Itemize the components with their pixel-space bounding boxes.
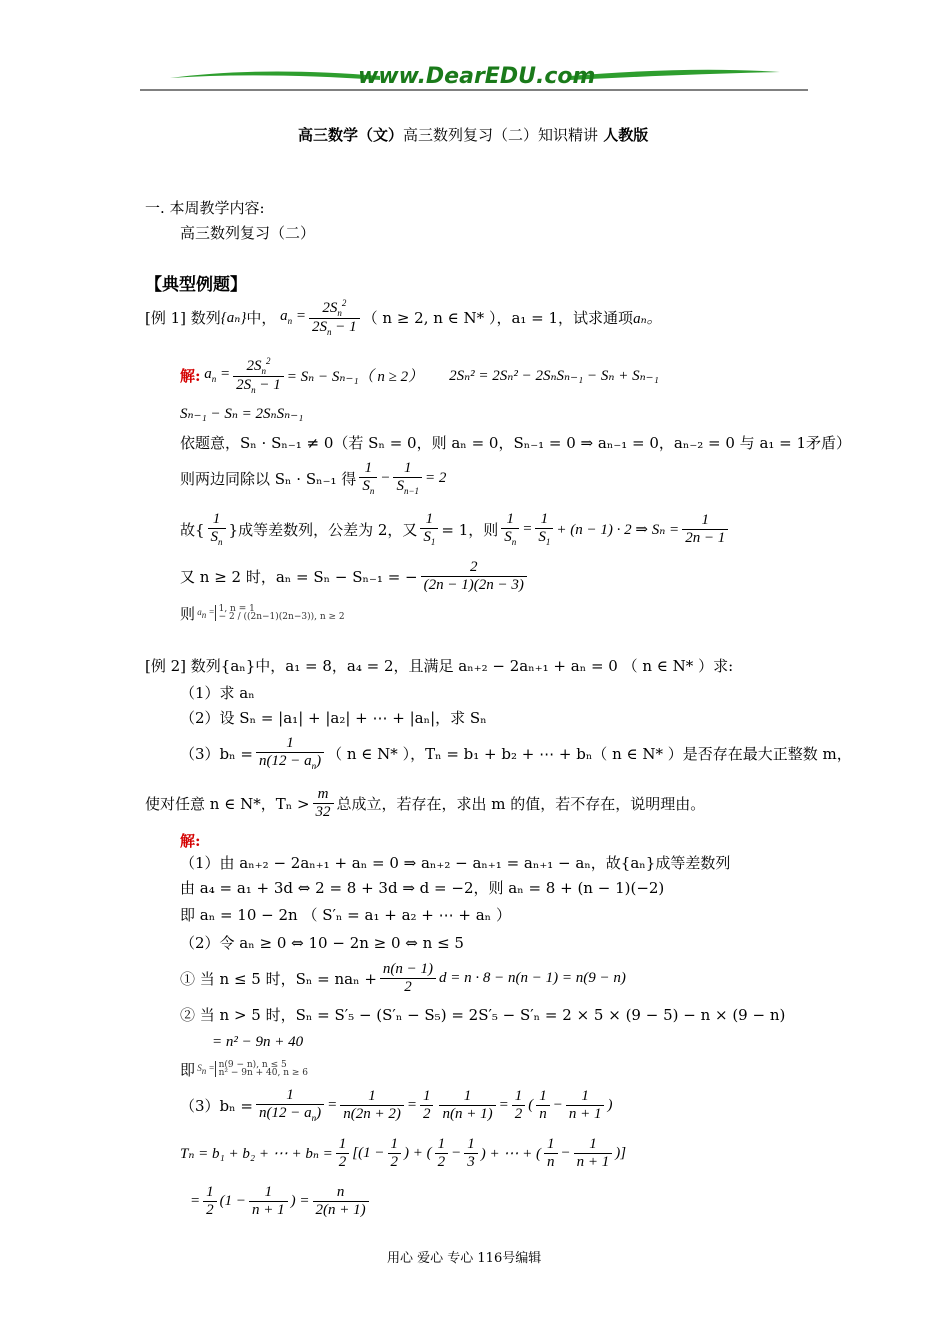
ex2-q3c: 使对任意 n ∈ N*，Tₙ > <box>145 794 310 813</box>
ex1-sol-line4b: = 2 <box>425 469 447 486</box>
ex1-sol-line5c: = 1，则 <box>441 520 499 539</box>
section-content: 高三数列复习（二） <box>180 224 316 242</box>
ex1-cases <box>215 605 345 621</box>
ex2-s11-f1: $\frac{1}{2}$ <box>203 1184 217 1219</box>
ex2-s9-f3: $\frac{1}{2}$ <box>420 1088 434 1123</box>
ex2-frac-m32: $\frac{m}{32}$ <box>313 786 334 821</box>
ex1-sol-line1c: 2Sₙ² = 2Sₙ² − 2SₙSₙ₋₁ − Sₙ + Sₙ₋₁ <box>449 367 659 384</box>
title-part-a: 高三数学（文） <box>298 126 404 144</box>
ex1-sol-line1b: = Sₙ − Sₙ₋₁（ n ≥ 2） <box>286 368 424 385</box>
ex2-small-sn: $S_n$ = <box>195 1062 215 1076</box>
ex2-case1: n(9 − n), n ≤ 5 <box>218 1060 287 1070</box>
ex1-sol-line4a: 则两边同除以 Sₙ · Sₙ₋₁ 得 <box>180 469 357 488</box>
ex2-s9-eq1: = <box>327 1096 338 1113</box>
ex1-sol-line1 <box>180 350 659 400</box>
ex2-s9-f5: $\frac{1}{2}$ <box>512 1088 526 1123</box>
ex2-s5a: ① 当 n ≤ 5 时，Sₙ = naₙ + <box>180 969 377 988</box>
ex2-s10 <box>180 1130 626 1176</box>
ex1-frac-b: $\frac{1}{S_1}$ <box>420 511 438 547</box>
ex2-s9-f6: $\frac{1}{n}$ <box>536 1088 550 1123</box>
ex1-sol-fraction: $\frac{2S_n^2}{2S_n - 1}$ <box>233 356 284 395</box>
ex1-a1: a₁ = 1，试求通项 <box>511 308 634 327</box>
ex2-s9-f2: $\frac{1}{n(2n + 2)}$ <box>340 1088 404 1123</box>
ex2-s9-paren-open: ( <box>528 1096 534 1113</box>
page-footer: 用心 爱心 专心 116号编辑 <box>387 1251 542 1266</box>
ex2-cases <box>215 1061 308 1077</box>
ex2-s9-minus: − <box>552 1096 563 1113</box>
ex2-q3-cont <box>145 780 705 826</box>
ex1-sol-an: $a_n$ = <box>200 366 231 384</box>
ex1-cond: （ n ≥ 2, n ∈ N* ）， <box>362 308 512 327</box>
ex2-s10-f2: $\frac{1}{2}$ <box>388 1136 402 1171</box>
ex1-frac-c: $\frac{1}{S_n}$ <box>501 511 519 547</box>
ex2-s11a: = <box>190 1192 201 1209</box>
ex1-minus: − <box>380 469 391 486</box>
ex1-sol-label: 解: <box>180 366 201 385</box>
ex2-frac-bn: $\frac{1}{n(12 - a_n)}$ <box>256 735 324 771</box>
ex2-s11-f3: $\frac{n}{2(n + 1)}$ <box>313 1184 369 1219</box>
ex2-s1: （1）由 aₙ₊₂ − 2aₙ₊₁ + aₙ = 0 ⇒ aₙ₊₂ − aₙ₊₁ = aₙ₊₁ − aₙ，故{aₙ}成等差数列 <box>180 854 731 872</box>
ex2-s9-f7: $\frac{1}{n + 1}$ <box>566 1088 605 1123</box>
ex2-s10-t1: [(1 − <box>352 1144 385 1161</box>
ex2-s10-f4: $\frac{1}{3}$ <box>464 1136 478 1171</box>
title-part-c: 人教版 <box>598 126 649 144</box>
ex1-small-an: $a_n$ = <box>195 606 215 620</box>
ex2-s10-t4: ) + ⋯ + ( <box>480 1145 541 1162</box>
ex1-case2: − 2 / ((2n−1)(2n−3)), n ≥ 2 <box>218 612 345 622</box>
ex1-sol-line4 <box>180 455 446 501</box>
ex2-s5 <box>180 955 626 1001</box>
ex1-sol-line7 <box>180 598 345 628</box>
ex1-seq: {aₙ} <box>220 309 247 326</box>
ex2-s11 <box>190 1178 372 1224</box>
header-logo <box>140 62 810 94</box>
examples-heading: 【典型例题】 <box>145 275 247 295</box>
ex2-s8a: 即 <box>180 1060 196 1079</box>
ex2-s10-t2: ) + ( <box>404 1144 432 1161</box>
ex2-s10-t3: − <box>451 1144 462 1161</box>
ex1-frac-a: $\frac{1}{S_n}$ <box>208 511 226 547</box>
ex2-s2: 由 a₄ = a₁ + 3d ⇔ 2 = 8 + 3d ⇒ d = −2，则 aₙ = 8 + (n − 1)(−2) <box>180 879 665 897</box>
ex2-s9 <box>180 1082 612 1128</box>
ex1-sol-line7a: 则 <box>180 604 196 623</box>
ex1-zhong: 中， <box>246 308 277 327</box>
ex1-sol-line5 <box>180 506 731 552</box>
ex2-s9-f1: $\frac{1}{n(12 - a_n)}$ <box>256 1087 324 1123</box>
ex1-frac-1-sn: $\frac{1}{S_n}$ <box>359 460 377 496</box>
ex1-case1: 1, n = 1 <box>218 604 255 614</box>
ex1-eq: = <box>522 520 533 537</box>
ex2-q3 <box>180 730 852 776</box>
ex1-frac-f: $\frac{2}{(2n - 1)(2n - 3)}$ <box>421 559 527 594</box>
title-part-b: 高三数列复习（二）知识精讲 <box>403 126 599 144</box>
ex2-frac-nn1: $\frac{n(n - 1)}{2}$ <box>380 961 436 996</box>
ex1-frac-1-sn1: $\frac{1}{S_{n-1}}$ <box>393 460 422 496</box>
ex1-sol-line6 <box>180 553 530 599</box>
ex2-q2: （2）设 Sₙ = |a₁| + |a₂| + ⋯ + |aₙ|，求 Sₙ <box>180 709 487 727</box>
ex2-s6: ② 当 n > 5 时，Sₙ = S′₅ − (S′ₙ − S₅) = 2S′₅ − S′ₙ = 2 × 5 × (9 − 5) − n × (9 − n) <box>180 1006 786 1024</box>
ex2-s4: （2）令 aₙ ≥ 0 ⇔ 10 − 2n ≥ 0 ⇔ n ≤ 5 <box>180 934 464 952</box>
ex1-sol-line3: 依题意，Sₙ · Sₙ₋₁ ≠ 0（若 Sₙ = 0，则 aₙ = 0，Sₙ₋₁ = 0 ⇒ aₙ₋₁ = 0，aₙ₋₂ = 0 与 a₁ = 1矛盾） <box>180 434 852 452</box>
ex2-s10-f3: $\frac{1}{2}$ <box>435 1136 449 1171</box>
ex2-q1: （1）求 aₙ <box>180 684 255 702</box>
ex2-s9a: （3）bₙ = <box>180 1096 253 1115</box>
ex2-s10-t6: )] <box>615 1144 627 1161</box>
ex1-frac-d: $\frac{1}{S_1}$ <box>535 511 553 547</box>
page-title <box>298 124 648 145</box>
ex2-s10-f5: $\frac{1}{n}$ <box>544 1136 558 1171</box>
ex2-q3a: （3）bₙ = <box>180 744 253 763</box>
ex1-sol-line5a: 故{ <box>180 520 205 539</box>
ex2-q3d: 总成立，若存在，求出 m 的值，若不存在，说明理由。 <box>336 794 706 813</box>
ex1-fraction: $\frac{2S_n^2}{2S_n - 1}$ <box>309 298 360 337</box>
ex2-s9-paren-close: ) <box>607 1096 613 1113</box>
ex1-frac-e: $\frac{1}{2n - 1}$ <box>682 512 728 547</box>
ex2-s10-t5: − <box>560 1144 571 1161</box>
ex1-an-eq: $a_n$ = <box>276 308 307 326</box>
ex2-s3: 即 aₙ = 10 − 2n （ S′ₙ = a₁ + a₂ + ⋯ + aₙ ） <box>180 906 511 924</box>
ex2-s8 <box>180 1055 308 1083</box>
logo-text: www.DearEDU.com <box>358 64 596 89</box>
ex2-q3b: （ n ∈ N* ），Tₙ = b₁ + b₂ + ⋯ + bₙ（ n ∈ N* ）是否存在最大正整数 m， <box>327 744 852 763</box>
ex2-s7: = n² − 9n + 40 <box>212 1034 304 1050</box>
ex1-sol-line2: Sₙ₋₁ − Sₙ = 2SₙSₙ₋₁ <box>180 406 304 422</box>
ex1-sol-line6a: 又 n ≥ 2 时，aₙ = Sₙ − Sₙ₋₁ = − <box>180 567 418 586</box>
ex2-s10-f6: $\frac{1}{n + 1}$ <box>574 1136 613 1171</box>
ex2-s11-t2: ) = <box>290 1192 310 1209</box>
section-heading: 一. 本周教学内容: <box>145 199 265 217</box>
ex2-s9-eq2: = <box>406 1096 417 1113</box>
ex1-sol-line5b: }成等差数列，公差为 2，又 <box>228 520 418 539</box>
ex1-sol-line5d: + (n − 1) · 2 ⇒ Sₙ = <box>556 521 680 538</box>
ex2-s11-t1: (1 − <box>219 1192 246 1209</box>
ex2-s9-f4: $\frac{1}{n(n + 1)}$ <box>439 1088 495 1123</box>
ex2-s9-eq3: = <box>498 1096 509 1113</box>
ex1-statement <box>145 292 662 342</box>
ex2-s10-f1: $\frac{1}{2}$ <box>336 1136 350 1171</box>
ex2-s10a: Tₙ = b₁ + b₂ + ⋯ + bₙ = <box>180 1145 333 1162</box>
ex1-label: [例 1] 数列 <box>145 308 221 327</box>
ex1-an: aₙ。 <box>633 310 662 327</box>
ex2-sol-label: 解: <box>180 832 201 850</box>
ex2-s5b: d = n · 8 − n(n − 1) = n(9 − n) <box>439 969 626 986</box>
ex2-case2: n² − 9n + 40, n ≥ 6 <box>218 1068 309 1078</box>
ex2-label: [例 2] 数列{aₙ}中，a₁ = 8，a₄ = 2，且满足 aₙ₊₂ − 2aₙ₊₁ + aₙ = 0 （ n ∈ N* ）求: <box>145 657 734 675</box>
ex2-s11-f2: $\frac{1}{n + 1}$ <box>249 1184 288 1219</box>
